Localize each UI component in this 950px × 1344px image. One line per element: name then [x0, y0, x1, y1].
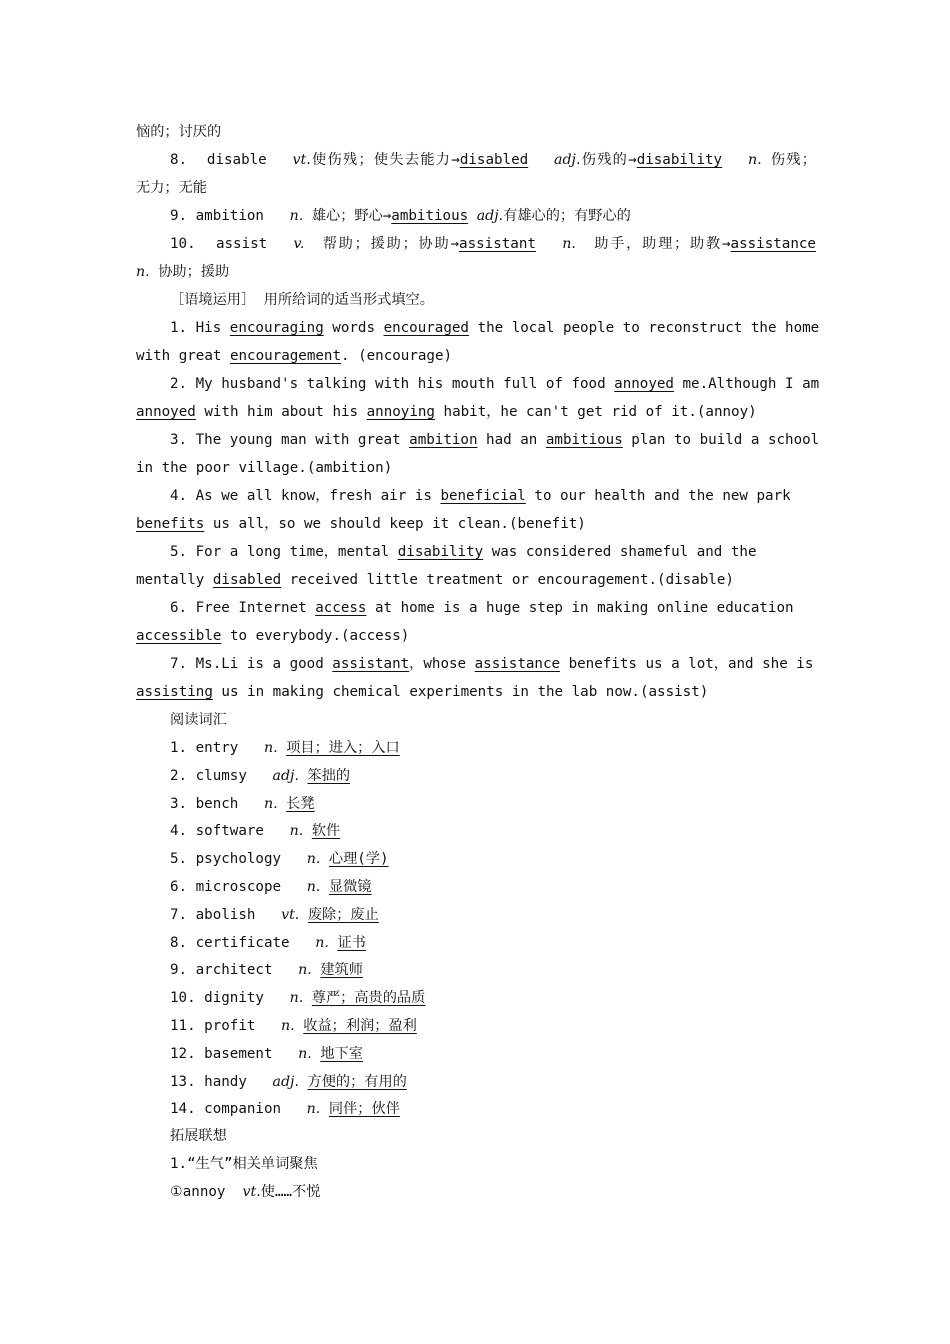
vocab-item-8	[170, 150, 816, 170]
part-of-speech: n.	[263, 740, 278, 756]
item-number: 10.	[170, 990, 196, 1007]
answer-blank: annoyed	[614, 376, 674, 392]
part-of-speech: n.	[315, 934, 329, 951]
part-of-speech: vt.	[281, 906, 300, 923]
part-of-speech: adj.	[272, 767, 299, 784]
item-number: 4.	[170, 823, 188, 840]
headword: abolish	[195, 906, 256, 923]
exercise-sentence-5: 5. For a long time，mental disability was considered shameful and the	[170, 544, 757, 560]
item-number: 12.	[170, 1045, 196, 1062]
heading-text: ［语境运用］ 用所给词的适当形式填空。	[170, 292, 434, 308]
item-number: 7.	[170, 906, 188, 923]
definition: 使……不悦	[260, 1184, 321, 1200]
section-heading-context	[170, 290, 816, 310]
headword: dignity	[204, 990, 264, 1007]
answer-blank: encouraged	[383, 320, 469, 336]
item-number: 13.	[170, 1073, 196, 1090]
reading-vocab-item	[170, 738, 816, 758]
headword: entry	[195, 740, 239, 756]
headword: architect	[195, 962, 273, 979]
answer-blank: 同伴；伙伴	[328, 1101, 400, 1118]
part-of-speech: v.	[293, 236, 305, 252]
exercise-sentence-5-continued: mentally disabled received little treatment or encouragement.(disable)	[136, 572, 734, 588]
reading-vocab-item	[170, 849, 816, 869]
part-of-speech: n.	[289, 990, 304, 1007]
circled-number: ①	[170, 1184, 183, 1200]
headword: software	[195, 823, 264, 840]
answer-blank: ambitious	[391, 208, 469, 224]
answer-blank: beneficial	[440, 488, 526, 504]
part-of-speech: n.	[281, 1018, 295, 1034]
answer-blank: 心理(学)	[328, 851, 389, 868]
part-of-speech: n.	[289, 823, 304, 840]
headword: clumsy	[195, 767, 247, 784]
reading-vocab-item	[170, 960, 816, 980]
definition: 伤残的→	[580, 152, 637, 168]
item-number: 14.	[170, 1101, 196, 1118]
answer-blank: accessible	[136, 628, 222, 644]
answer-blank: 方便的；有用的	[307, 1073, 407, 1090]
part-of-speech: n.	[747, 152, 762, 168]
reading-vocab-item	[170, 794, 816, 814]
item-number: 6.	[170, 879, 188, 895]
reading-vocab-item	[170, 905, 816, 925]
definition: 有雄心的；有野心的	[503, 208, 631, 224]
exercise-sentence-6-continued: accessible to everybody.(access)	[136, 628, 410, 644]
item-number: 8.	[170, 934, 188, 951]
answer-blank: 证书	[337, 934, 366, 951]
answer-blank: benefits	[136, 516, 205, 532]
subheading-anger-words	[170, 1154, 816, 1174]
definition: 协助；援助	[158, 264, 230, 280]
answer-blank: annoying	[366, 404, 435, 420]
reading-vocab-item	[170, 988, 816, 1008]
subheading-text: 1.“生气”相关单词聚焦	[170, 1156, 318, 1172]
answer-blank: assistance	[730, 236, 816, 252]
vocab-item-10	[170, 234, 816, 254]
part-of-speech: vt.	[292, 152, 311, 168]
reading-vocab-item	[170, 1016, 816, 1036]
answer-blank: disability	[636, 152, 723, 168]
item-number: 1.	[170, 740, 188, 756]
extend-item-1	[170, 1182, 816, 1202]
headword: annoy	[182, 1184, 226, 1200]
exercise-sentence-6: 6. Free Internet access at home is a huge step in making online education	[170, 600, 794, 616]
exercise-sentence-7: 7. Ms.Li is a good assistant，whose assistance benefits us a lot，and she is	[170, 656, 814, 672]
answer-blank: access	[315, 600, 367, 616]
answer-blank: assistant	[459, 236, 536, 252]
exercise-sentence-4: 4. As we all know，fresh air is beneficial to our health and the new park	[170, 488, 791, 504]
answer-blank: disabled	[212, 572, 282, 588]
headword: certificate	[195, 934, 290, 951]
exercise-sentence-7-continued: assisting us in making chemical experiments in the lab now.(assist)	[136, 684, 709, 700]
reading-vocab-item	[170, 877, 816, 897]
answer-blank: encouragement	[229, 348, 342, 364]
answer-blank: ambitious	[545, 432, 623, 448]
answer-blank: 收益；利润；盈利	[303, 1018, 417, 1034]
part-of-speech: adj.	[272, 1073, 299, 1090]
headword: disable	[206, 152, 267, 168]
exercise-sentence-1-continued: with great encouragement. (encourage)	[136, 348, 453, 364]
part-of-speech: n.	[289, 208, 304, 224]
answer-blank: assisting	[136, 684, 213, 700]
headword: ambition	[195, 208, 264, 224]
item-number: 11.	[170, 1018, 196, 1034]
answer-blank: assistant	[332, 656, 410, 672]
exercise-sentence-1: 1. His encouraging words encouraged the local people to reconstruct the home	[170, 320, 820, 336]
headword: bench	[195, 795, 239, 812]
answer-blank: 笨拙的	[307, 767, 351, 784]
definition: 帮助；援助；协助→	[322, 236, 460, 252]
headword: companion	[204, 1101, 282, 1118]
exercise-sentence-2: 2. My husband's talking with his mouth full of food annoyed me.Although I am	[170, 376, 820, 392]
part-of-speech: n.	[306, 851, 321, 868]
part-of-speech: n.	[306, 879, 321, 895]
answer-blank: encouraging	[229, 320, 324, 336]
part-of-speech: vt.	[242, 1184, 261, 1200]
answer-blank: annoyed	[136, 404, 196, 420]
item-number: 2.	[170, 767, 188, 784]
item-number: 10.	[170, 236, 196, 252]
reading-vocab-item	[170, 766, 816, 786]
definition: 雄心；野心→	[311, 208, 392, 224]
exercise-sentence-4-continued: benefits us all，so we should keep it clean.(benefit)	[136, 516, 586, 532]
part-of-speech: n.	[263, 795, 278, 812]
heading-text: 拓展联想	[170, 1128, 227, 1144]
headword: basement	[204, 1045, 273, 1062]
definition: 伤残；	[769, 152, 816, 168]
answer-blank: assistance	[474, 656, 561, 672]
part-of-speech: n.	[298, 1045, 312, 1062]
item-number: 8.	[170, 152, 188, 168]
definition: 助手，助理；助教→	[594, 236, 731, 252]
part-of-speech: adj.	[554, 152, 581, 168]
answer-blank: ambition	[409, 432, 478, 448]
section-heading-reading	[170, 710, 816, 730]
answer-blank: 地下室	[320, 1045, 363, 1062]
answer-blank: 建筑师	[320, 962, 363, 979]
part-of-speech: n.	[298, 962, 312, 979]
definition: 无力；无能	[136, 180, 207, 196]
answer-blank: disabled	[459, 152, 529, 168]
heading-text: 阅读词汇	[170, 712, 227, 728]
item-number: 9.	[170, 962, 188, 979]
reading-vocab-item	[170, 821, 816, 841]
definition-text: 恼的；讨厌的	[136, 124, 222, 140]
headword: psychology	[195, 851, 282, 868]
continued-definition	[136, 122, 816, 142]
reading-vocab-item	[170, 1044, 816, 1064]
exercise-sentence-2-continued: annoyed with him about his annoying habit，he can't get rid of it.(annoy)	[136, 404, 757, 420]
answer-blank: 长凳	[286, 795, 315, 812]
headword: profit	[204, 1018, 256, 1034]
item-number: 3.	[170, 795, 188, 812]
item-number: 5.	[170, 851, 188, 868]
vocab-item-9	[170, 206, 816, 226]
part-of-speech: n.	[562, 236, 576, 252]
answer-blank: 显微镜	[328, 879, 372, 895]
reading-vocab-item	[170, 933, 816, 953]
item-number: 9.	[170, 208, 188, 224]
answer-blank: 废除；废止	[307, 906, 379, 923]
section-heading-extend	[170, 1126, 816, 1146]
answer-blank: 项目；进入；入口	[286, 740, 400, 756]
headword: handy	[204, 1073, 247, 1090]
headword: assist	[215, 236, 268, 252]
part-of-speech: n.	[136, 264, 150, 280]
answer-blank: 软件	[311, 823, 341, 840]
part-of-speech: adj.	[476, 208, 504, 224]
exercise-sentence-3: 3. The young man with great ambition had an ambitious plan to build a school	[170, 432, 820, 448]
answer-blank: 尊严；高贵的品质	[311, 990, 426, 1007]
vocab-item-8-continued	[136, 178, 816, 198]
headword: microscope	[195, 879, 282, 895]
part-of-speech: n.	[306, 1101, 321, 1118]
reading-vocab-item	[170, 1099, 816, 1119]
answer-blank: disability	[397, 544, 484, 560]
exercise-sentence-3-continued: in the poor village.(ambition)	[136, 460, 393, 476]
vocab-item-10-continued	[136, 262, 816, 282]
definition: 使伤残；使失去能力→	[310, 152, 460, 168]
reading-vocab-item	[170, 1072, 816, 1092]
